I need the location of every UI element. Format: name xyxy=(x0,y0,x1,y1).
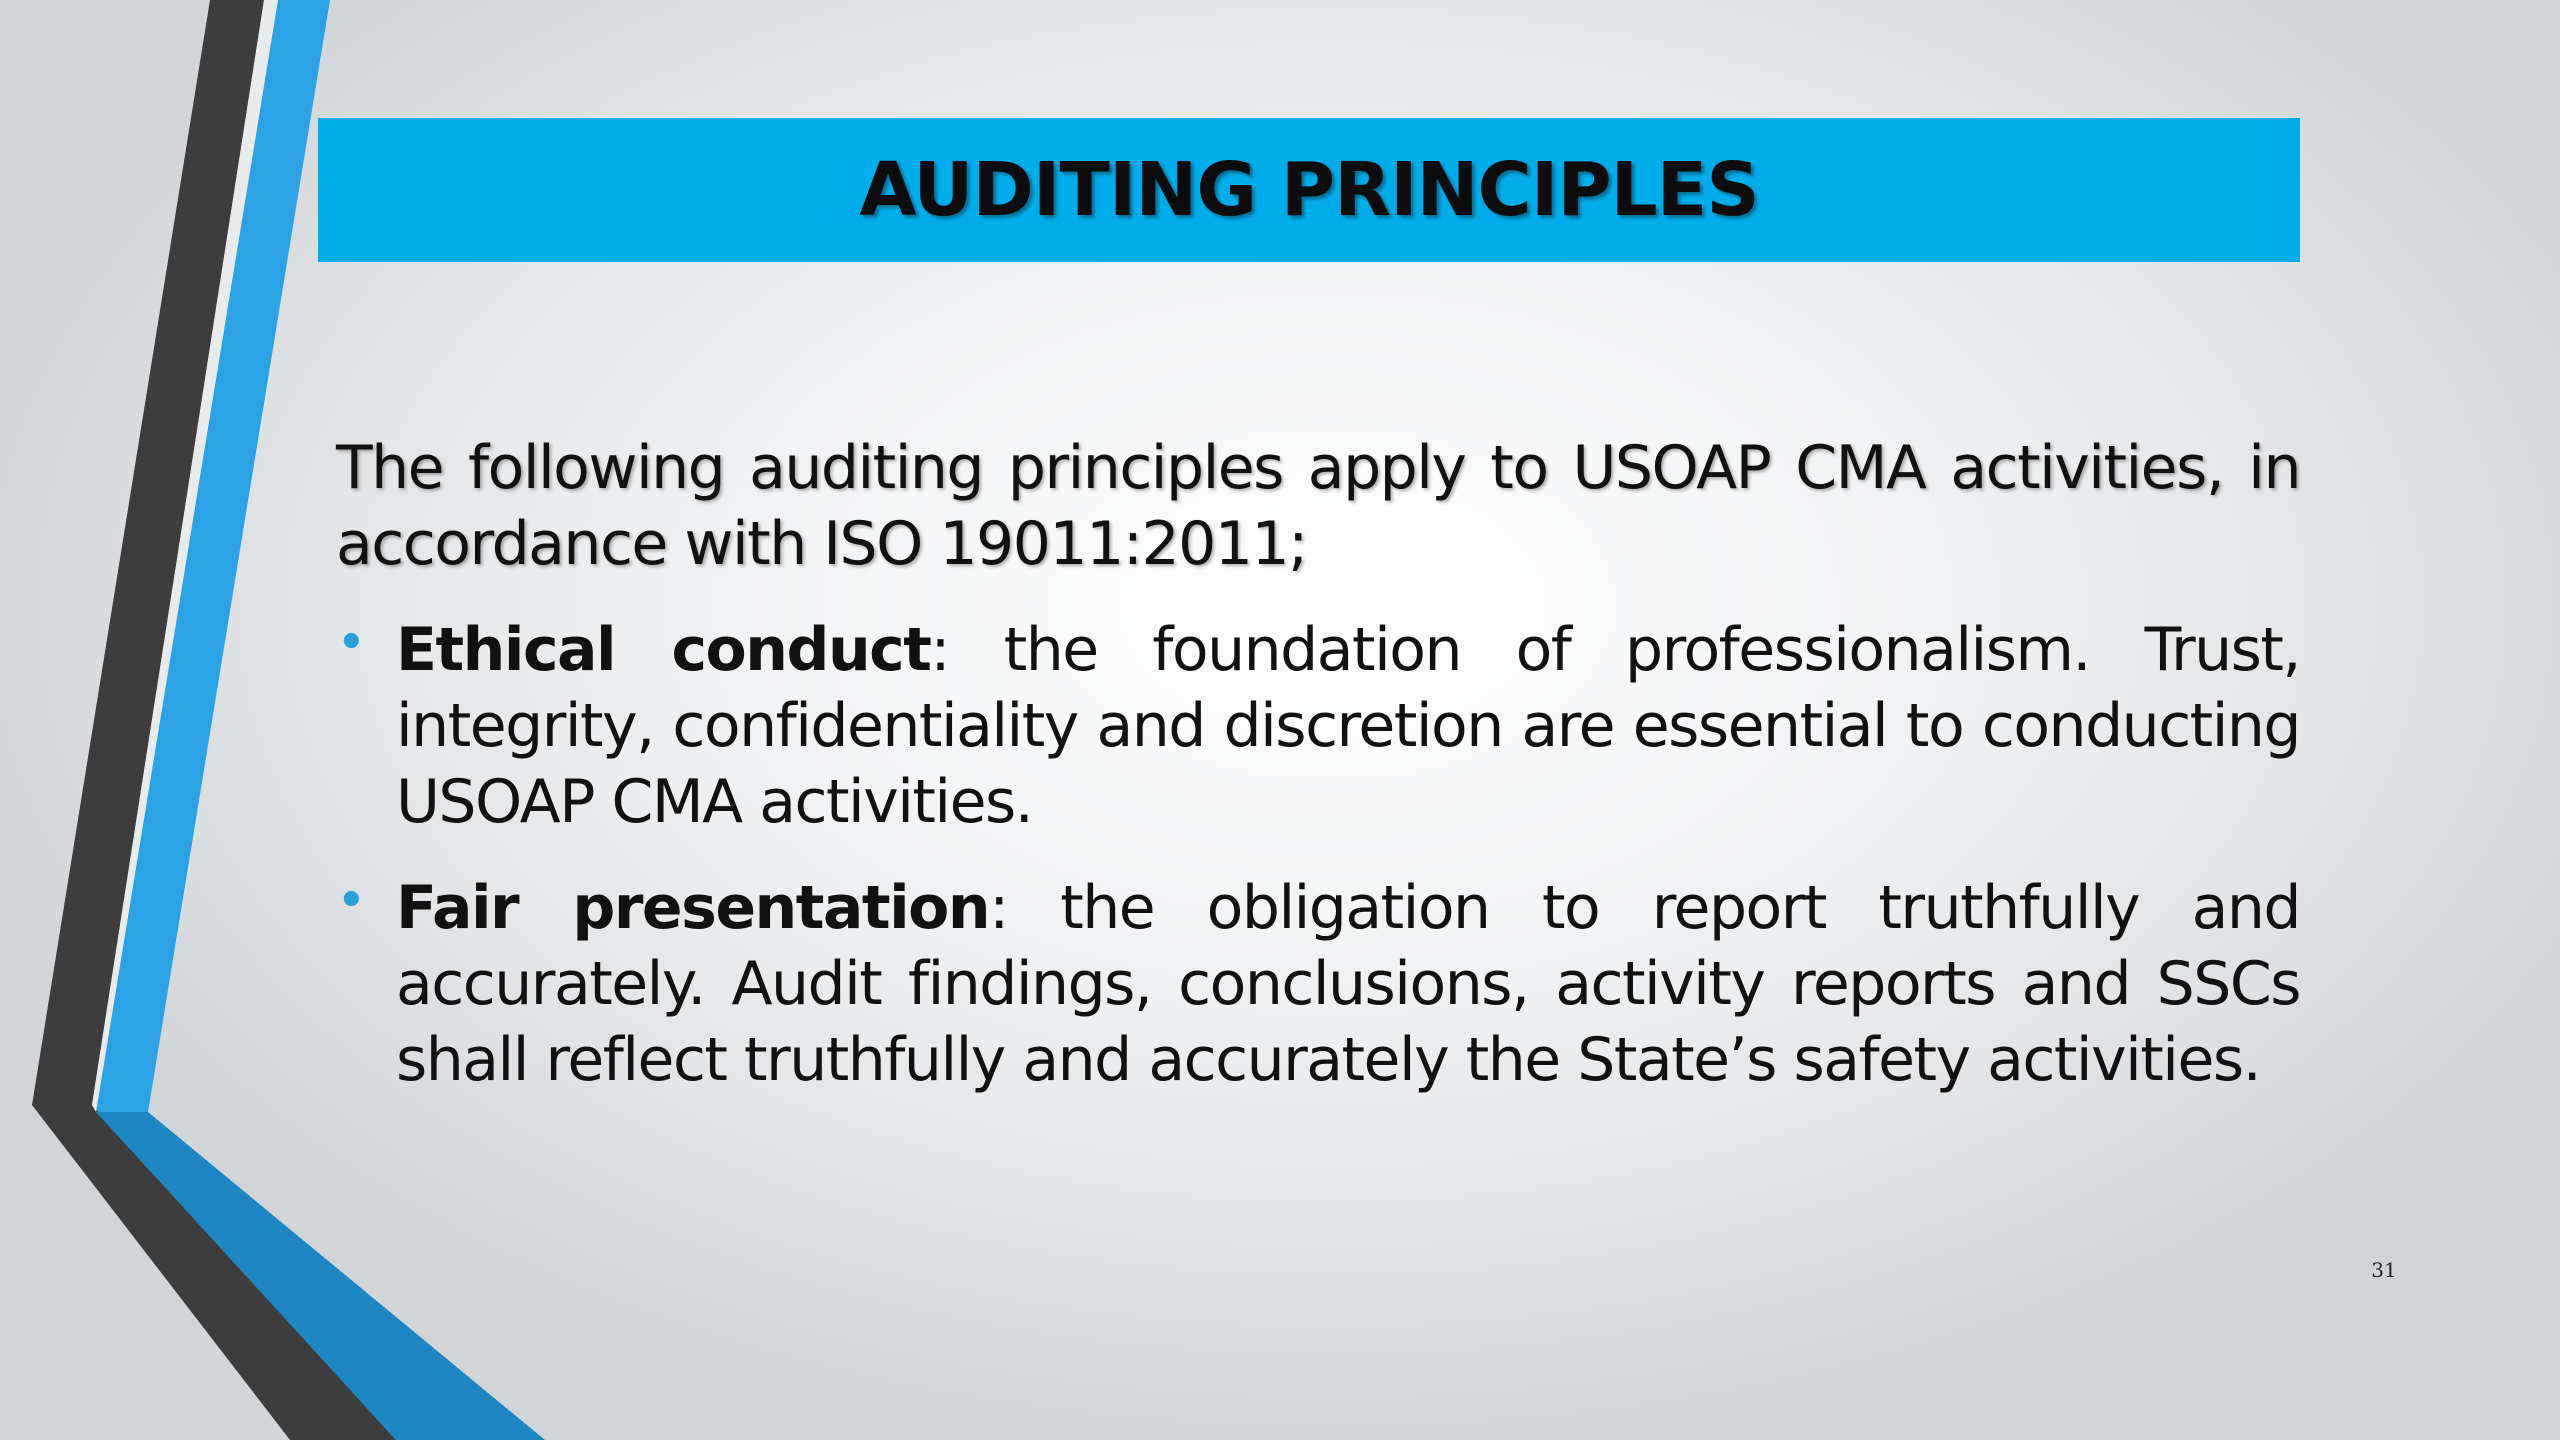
bullet-item-fair-presentation xyxy=(336,870,2300,1098)
intro-paragraph: The following auditing principles apply to USOAP CMA activities, in accordance with ISO 19011:2011; xyxy=(336,433,2300,579)
bullet-term: Ethical conduct xyxy=(396,615,931,685)
bullet-term: Fair presentation xyxy=(396,873,990,943)
bullet-text: the foundation of professionalism. Trust, integrity, confidentiality and discretion are essential to conducting USOAP CMA activities. xyxy=(396,615,2300,837)
page-number: 31 xyxy=(2371,1258,2397,1282)
slide-title: AUDITING PRINCIPLES xyxy=(859,147,1759,233)
bullet-text: the obligation to report truthfully and accurately. Audit findings, conclusions, activity reports and SSCs shall reflect truthfully and accurately the State’s safety activities. xyxy=(396,873,2300,1095)
bullet-dot-icon: • xyxy=(336,613,366,673)
slide-body xyxy=(336,430,2300,1098)
bullet-item-ethical-conduct xyxy=(336,612,2300,840)
bullet-separator: : xyxy=(989,873,1008,943)
bullet-dot-icon: • xyxy=(336,871,366,931)
title-bar xyxy=(318,118,2300,262)
bullet-separator: : xyxy=(930,615,950,685)
